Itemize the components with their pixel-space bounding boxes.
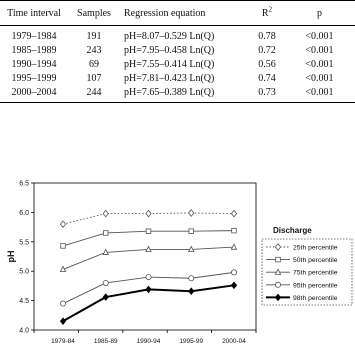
x-tick-label: 2000-04: [222, 338, 246, 345]
cell-r2: 0.72: [258, 44, 276, 56]
cell-equation: pH=7.55–0.414 Ln(Q): [124, 58, 215, 70]
data-point: [60, 301, 65, 306]
legend-title: Discharge: [273, 226, 312, 235]
cell-r2: 0.73: [258, 86, 276, 98]
legend-label: 25th percentile: [293, 244, 338, 252]
x-tick-label: 1990-94: [136, 338, 161, 345]
data-point: [189, 210, 194, 216]
legend-marker: [275, 244, 280, 250]
x-tick-label: 1985-89: [93, 338, 118, 345]
data-point: [61, 244, 66, 249]
table-header-row: [0, 1, 355, 26]
cell-p: <0.001: [305, 72, 334, 84]
cell-r2: 0.56: [258, 58, 276, 70]
data-point: [231, 210, 236, 216]
cell-samples: 244: [86, 86, 102, 98]
cell-p: <0.001: [305, 30, 334, 42]
data-point: [60, 318, 65, 324]
cell-interval: 1995–1999: [11, 72, 57, 84]
y-tick-label: 4.5: [19, 298, 29, 306]
cell-samples: 243: [86, 44, 102, 56]
cell-interval: 2000–2004: [11, 86, 57, 98]
legend-label: 98th percentile: [293, 294, 338, 302]
y-tick-label: 6.5: [19, 180, 29, 188]
table-row: [0, 26, 355, 44]
x-tick-label: 1979-84: [51, 338, 75, 345]
cell-r2: 0.78: [258, 30, 276, 42]
cell-equation: pH=7.65–0.389 Ln(Q): [124, 86, 215, 98]
header-r-superscript: 2: [268, 5, 273, 14]
y-tick-label: 4.0: [19, 327, 29, 335]
header-r-base: R: [261, 7, 269, 19]
data-point: [103, 280, 108, 285]
x-tick-label: 1995-99: [179, 338, 204, 345]
legend-marker: [276, 257, 281, 262]
cell-equation: pH=7.81–0.423 Ln(Q): [124, 72, 215, 84]
y-tick-label: 5.5: [19, 239, 29, 247]
data-point: [231, 270, 236, 275]
data-point: [103, 294, 108, 300]
table-row: [0, 71, 355, 85]
cell-samples: 69: [89, 58, 99, 70]
data-point: [189, 229, 194, 234]
cell-samples: 107: [86, 72, 102, 84]
data-point: [231, 244, 236, 249]
data-point: [146, 274, 151, 279]
cell-p: <0.001: [305, 58, 334, 70]
cell-equation: pH=7.95–0.458 Ln(Q): [124, 44, 215, 56]
cell-equation: pH=8.07–0.529 Ln(Q): [124, 30, 215, 42]
data-point: [189, 288, 194, 294]
cell-interval: 1979–1984: [11, 30, 57, 42]
table-row: [0, 43, 355, 57]
cell-p: <0.001: [305, 86, 334, 98]
header-time-interval: Time interval: [7, 7, 61, 19]
data-point: [146, 210, 151, 216]
header-samples: Samples: [77, 7, 111, 19]
header-regression-equation: Regression equation: [124, 7, 206, 19]
data-point: [146, 286, 151, 292]
header-p: p: [317, 7, 322, 19]
cell-interval: 1990–1994: [11, 58, 57, 70]
ph-line-chart: [0, 155, 355, 355]
cell-p: <0.001: [305, 44, 334, 56]
cell-r2: 0.74: [258, 72, 276, 84]
data-point: [232, 228, 237, 233]
header-r-squared: [250, 1, 284, 26]
y-axis-label: pH: [6, 250, 16, 263]
table-row: [0, 85, 355, 103]
legend-marker: [275, 282, 280, 287]
cell-samples: 191: [86, 30, 102, 42]
data-point: [103, 210, 108, 216]
cell-interval: 1985–1989: [11, 44, 57, 56]
plot-frame: [34, 183, 256, 330]
data-point: [103, 231, 108, 236]
data-point: [146, 229, 151, 234]
data-point: [231, 282, 236, 288]
legend-label: 95th percentile: [293, 282, 338, 290]
data-point: [189, 276, 194, 281]
legend-label: 75th percentile: [293, 269, 338, 277]
legend-marker: [275, 294, 280, 300]
data-point: [60, 221, 65, 227]
y-tick-label: 6.0: [19, 209, 29, 217]
legend-label: 50th percentile: [293, 257, 338, 265]
table-row: [0, 57, 355, 71]
regression-table: [0, 0, 355, 103]
y-tick-label: 5.0: [19, 268, 29, 276]
